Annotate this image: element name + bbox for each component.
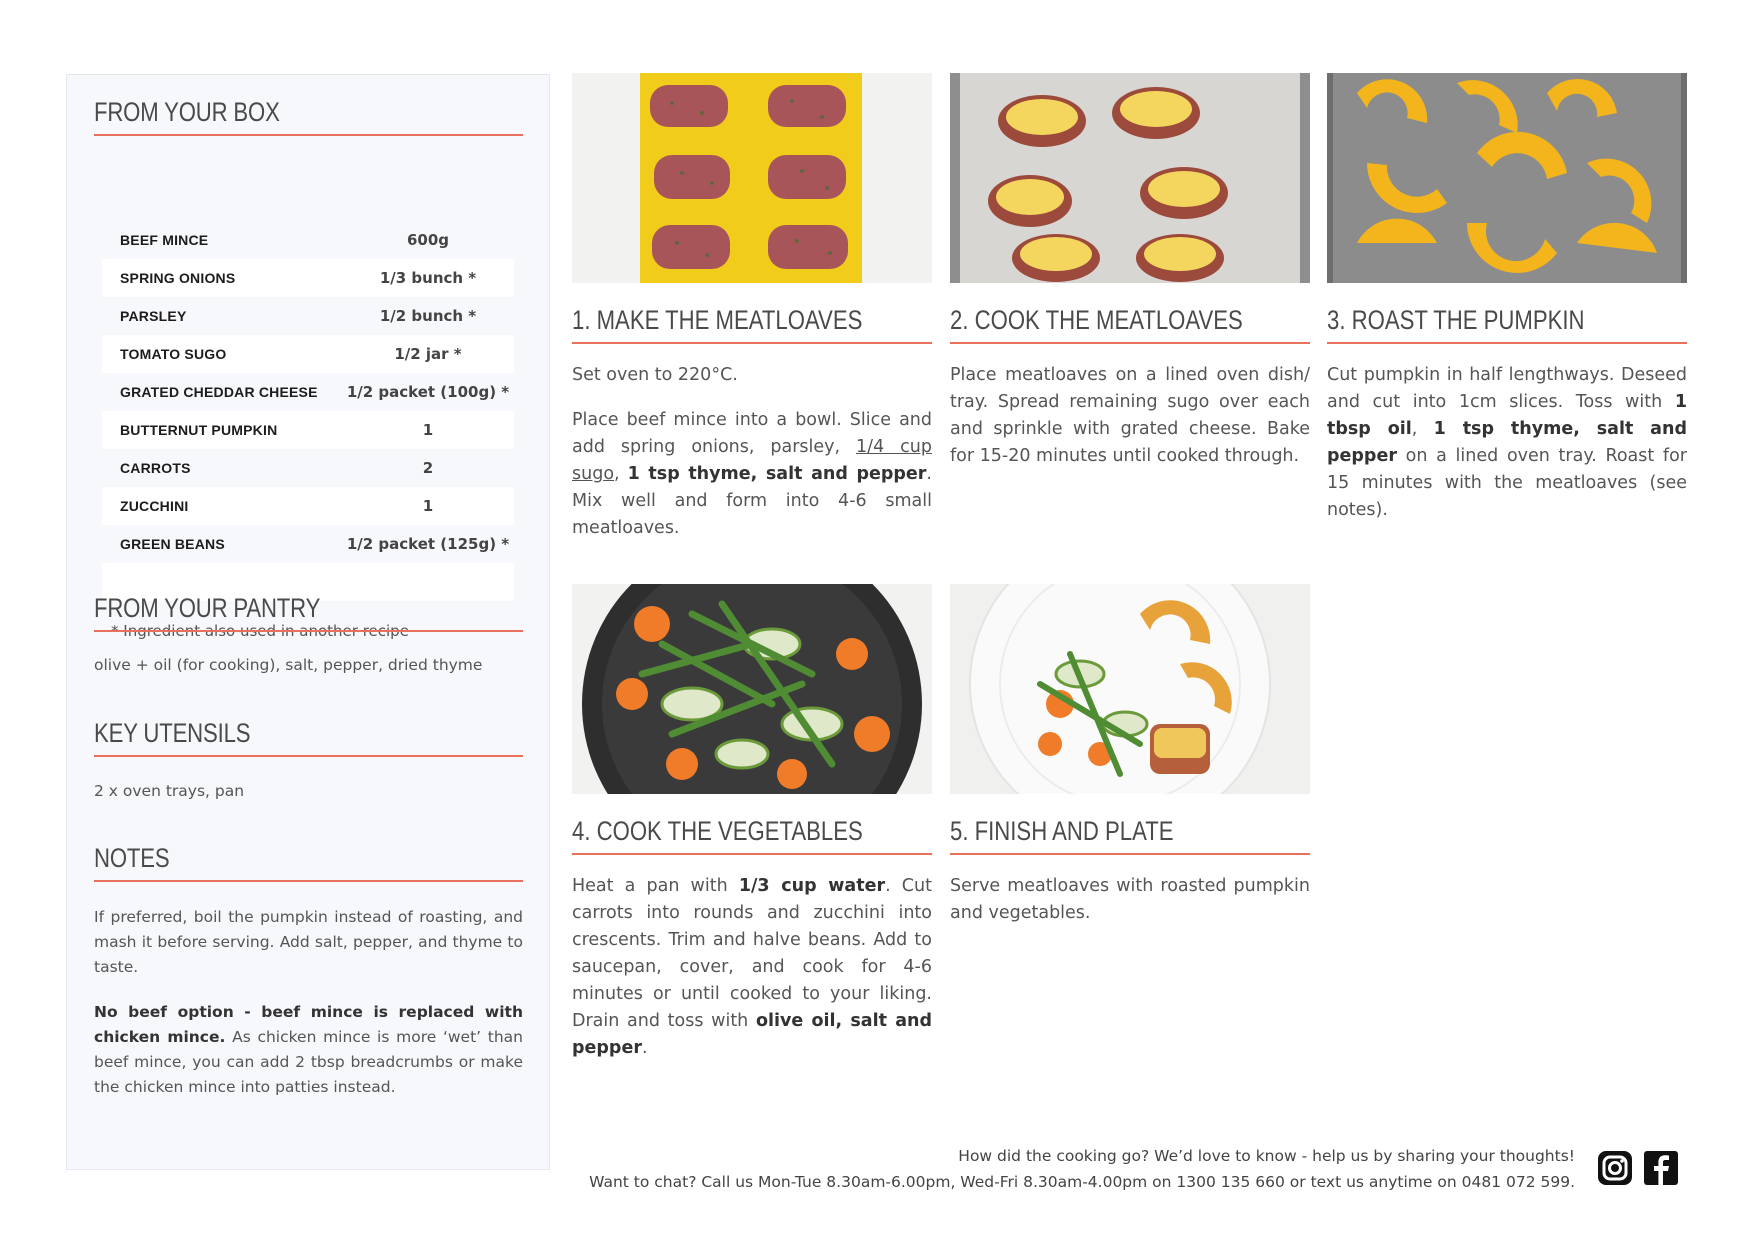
key-utensils-title: KEY UTENSILS <box>94 718 523 757</box>
instagram-icon[interactable] <box>1597 1150 1633 1186</box>
bold-text: 1/3 cup water <box>738 876 886 896</box>
step-4-title: 4. COOK THE VEGETABLES <box>572 816 932 855</box>
bold-text: olive oil, salt and pepper <box>572 1011 932 1058</box>
text-segment: , <box>614 464 628 484</box>
step-3-body <box>1327 362 1687 524</box>
ingredient-qty: 1/2 bunch * <box>379 307 477 325</box>
ingredient-qty: 1/3 bunch * <box>379 269 477 287</box>
vegetables-pan-photo <box>572 584 932 794</box>
feedback-footer <box>589 1143 1575 1195</box>
ingredient-footnote: * Ingredient also used in another recipe <box>111 622 409 640</box>
ingredients-panel <box>66 74 550 1170</box>
table-row <box>102 335 514 373</box>
cheesy-meatloaves-photo <box>950 73 1310 283</box>
table-row <box>102 373 514 411</box>
step-5-paragraph-1: Serve meatloaves with roasted pumpkin and vegetables. <box>950 876 1310 923</box>
text-segment: Place beef mince into a bowl. Slice and add spring onions, parsley, <box>572 410 932 457</box>
step-2-title: 2. COOK THE MEATLOAVES <box>950 305 1310 344</box>
bold-text: 1 tbsp oil <box>1327 392 1687 439</box>
bold-text: 1 tsp thyme, salt and pepper <box>1327 419 1687 466</box>
table-row <box>102 449 514 487</box>
bold-text: 1 tsp thyme, salt and pepper <box>627 464 927 484</box>
ingredient-name: CARROTS <box>120 460 191 476</box>
text-segment: . <box>641 1038 648 1058</box>
ingredient-qty: 1 <box>422 497 434 515</box>
step-2-body <box>950 362 1310 470</box>
meatloaves-photo <box>572 73 932 283</box>
step-5-title: 5. FINISH AND PLATE <box>950 816 1310 855</box>
ingredient-qty: 1/2 packet (125g) * <box>346 535 510 553</box>
step-1 <box>572 73 932 560</box>
contact-line: Want to chat? Call us Mon-Tue 8.30am-6.00pm, Wed-Fri 8.30am-4.00pm on 1300 135 660 or text us anytime on 0481 072 599. <box>589 1173 1575 1191</box>
notes-paragraph-1: If preferred, boil the pumpkin instead of roasting, and mash it before serving. Add salt, pepper, and thyme to taste. <box>94 908 523 976</box>
table-row <box>102 487 514 525</box>
feedback-line: How did the cooking go? We’d love to know - help us by sharing your thoughts! <box>958 1147 1575 1165</box>
from-your-box-title: FROM YOUR BOX <box>94 97 523 136</box>
plated-meal-photo <box>950 584 1310 794</box>
table-row <box>102 221 514 259</box>
step-1-paragraph-2 <box>572 407 932 542</box>
ingredient-name: SPRING ONIONS <box>120 270 236 286</box>
step-4-body <box>572 873 932 1062</box>
ingredient-qty: 1 <box>422 421 434 439</box>
step-5-body <box>950 873 1310 927</box>
step-4 <box>572 584 932 1080</box>
step-3 <box>1327 73 1687 542</box>
text-segment: , <box>1411 419 1434 439</box>
ingredient-name: PARSLEY <box>120 308 187 324</box>
ingredient-qty: 2 <box>422 459 434 477</box>
step-3-title: 3. ROAST THE PUMPKIN <box>1327 305 1687 344</box>
ingredients-table <box>102 221 514 601</box>
step-2-paragraph-1: Place meatloaves on a lined oven dish/ tray. Spread remaining sugo over each and sprinkle with grated cheese. Bake for 15-20 minutes until cooked through. <box>950 365 1310 466</box>
table-row <box>102 525 514 563</box>
underlined-text: 1/4 cup sugo <box>572 437 932 484</box>
pantry-text: olive + oil (for cooking), salt, pepper, dried thyme <box>94 656 483 674</box>
utensils-text: 2 x oven trays, pan <box>94 782 245 800</box>
step-3-paragraph-1 <box>1327 362 1687 524</box>
roast-pumpkin-photo <box>1327 73 1687 283</box>
text-segment: on a lined oven tray. Roast for 15 minutes with the meatloaves (see notes). <box>1327 446 1687 520</box>
table-row <box>102 297 514 335</box>
text-segment: . Cut carrots into rounds and zucchini into crescents. Trim and halve beans. Add to saucepan, cover, and cook for 4-6 minutes or until cooked to your liking. Drain and toss with <box>572 876 932 1031</box>
facebook-icon[interactable] <box>1643 1150 1679 1186</box>
ingredient-qty: 1/2 jar * <box>394 345 462 363</box>
ingredient-name: GREEN BEANS <box>120 536 225 552</box>
text-segment: . Mix well and form into 4-6 small meatloaves. <box>572 464 932 538</box>
ingredient-name: BUTTERNUT PUMPKIN <box>120 422 278 438</box>
step-5 <box>950 584 1310 945</box>
step-2 <box>950 73 1310 488</box>
step-1-body <box>572 362 932 542</box>
notes-rest: As chicken mince is more ‘wet’ than beef mince, you can add 2 tbsp breadcrumbs or make the chicken mince into patties instead. <box>94 1028 523 1096</box>
ingredient-qty: 600g <box>406 231 450 249</box>
table-row <box>102 259 514 297</box>
text-segment: Heat a pan with <box>572 876 739 896</box>
ingredient-qty: 1/2 packet (100g) * <box>346 383 510 401</box>
notes-title: NOTES <box>94 843 523 882</box>
notes-paragraph-2 <box>94 1000 523 1100</box>
ingredient-name: TOMATO SUGO <box>120 346 227 362</box>
step-1-title: 1. MAKE THE MEATLOAVES <box>572 305 932 344</box>
ingredient-name: GRATED CHEDDAR CHEESE <box>120 384 318 400</box>
text-segment: Cut pumpkin in half lengthways. Deseed and cut into 1cm slices. Toss with <box>1327 365 1687 412</box>
table-row <box>102 411 514 449</box>
from-your-pantry-title: FROM YOUR PANTRY <box>94 593 523 632</box>
ingredient-name: BEEF MINCE <box>120 232 209 248</box>
step-4-paragraph-1 <box>572 873 932 1062</box>
step-1-paragraph-1: Set oven to 220°C. <box>572 365 738 385</box>
notes-bold: No beef option - beef mince is replaced with chicken mince. <box>94 1003 523 1046</box>
notes-text <box>94 905 523 1100</box>
ingredient-name: ZUCCHINI <box>120 498 189 514</box>
